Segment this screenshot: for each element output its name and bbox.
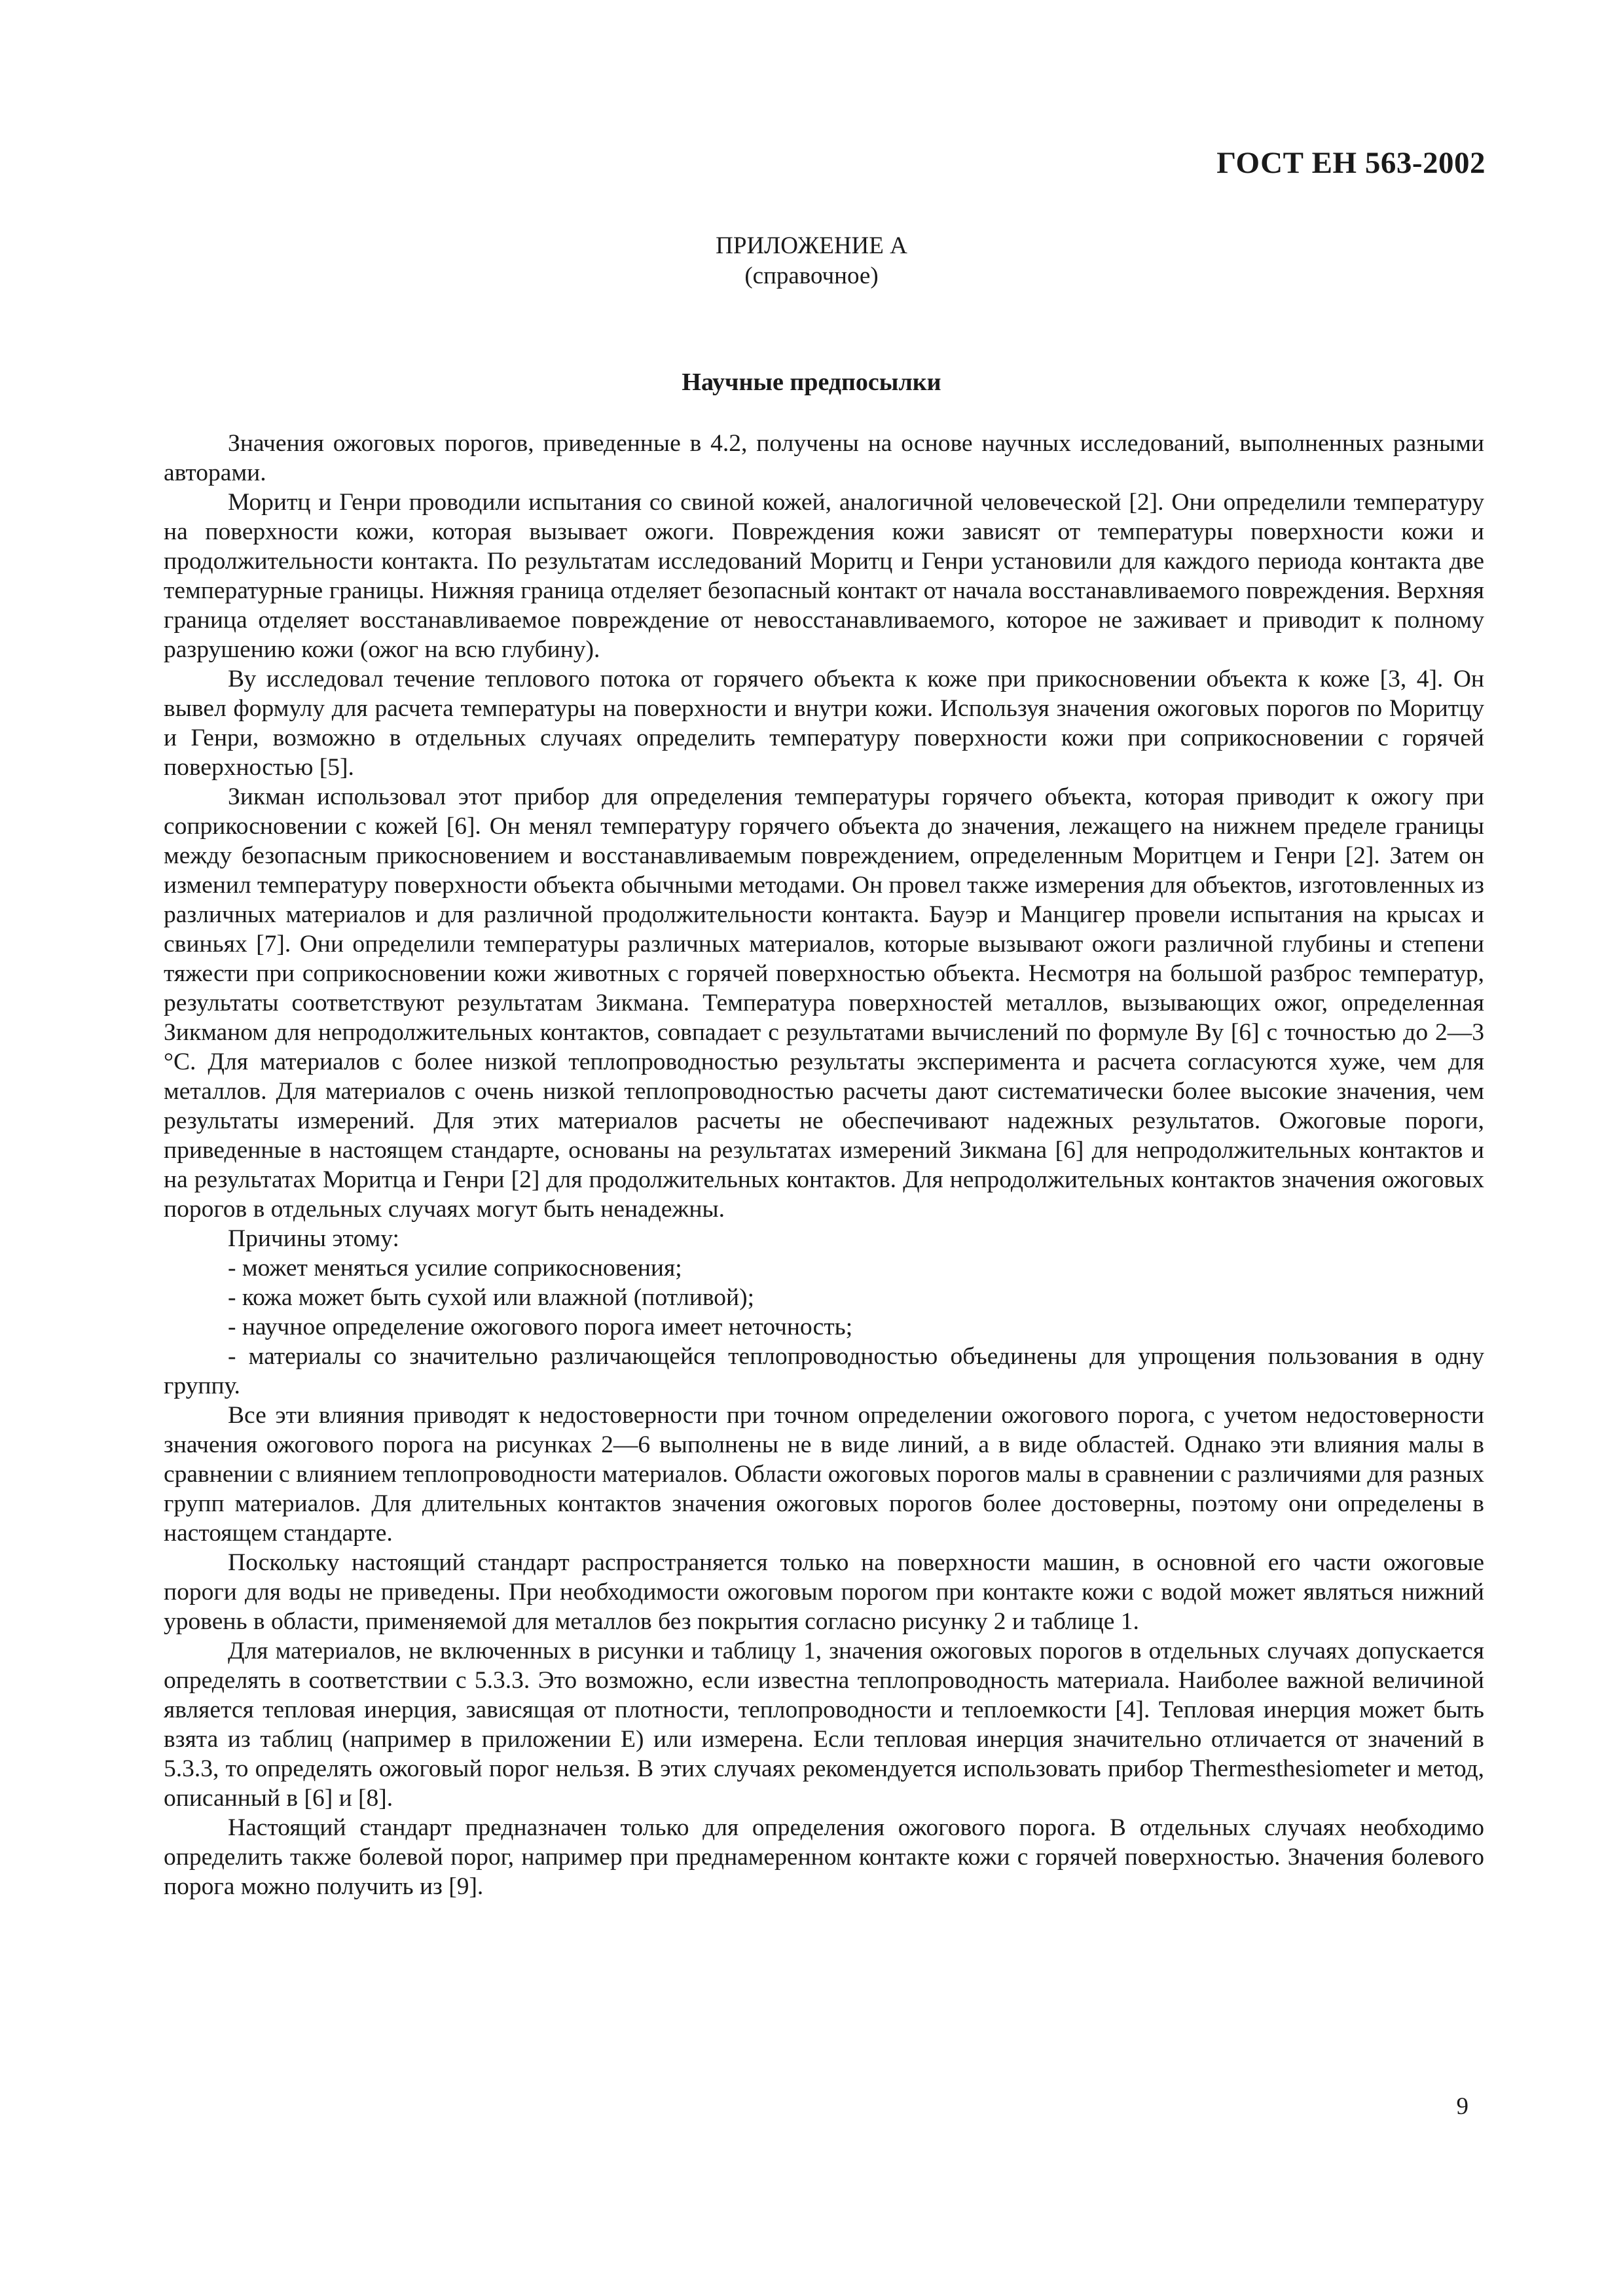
appendix-subtitle: (справочное): [744, 262, 879, 289]
body-text: [164, 429, 1484, 1901]
appendix-heading: [0, 231, 1623, 291]
list-item: - может меняться усилие соприкосновения;: [228, 1255, 682, 1282]
paragraph: Для материалов, не включенных в рисунки и таблицу 1, значения ожоговых порогов в отдельных случаях допускается определять в соответствии с 5.3.3. Это возможно, если известна теплопроводность материала. Наиболее важной величиной является тепловая инерция, зависящая от плотности, теплопроводности и теплоемкости [4]. Тепловая инерция может быть взята из таблиц (например в приложении Е) или измерена. Если тепловая инерция значительно отличается от значений в 5.3.3, то определять ожоговый порог нельзя. В этих случаях рекомендуется использовать прибор Thermesthesiometer и метод, описанный в [6] и [8].: [164, 1638, 1484, 1812]
page-number: 9: [1456, 2093, 1468, 2120]
paragraph: Настоящий стандарт предназначен только для определения ожогового порога. В отдельных случаях необходимо определить также болевой порог, например при преднамеренном контакте кожи с горячей поверхностью. Значения болевого порога можно получить из [9].: [164, 1814, 1484, 1900]
paragraph: Все эти влияния приводят к недостоверности при точном определении ожогового порога, с учетом недостоверности значения ожогового порога на рисунках 2—6 выполнены не в виде линий, а в виде областей. Однако эти влияния малы в сравнении с влиянием теплопроводности материалов. Области ожоговых порогов малы в сравнении с различиями для разных групп материалов. Для длительных контактов значения ожоговых порогов более достоверны, поэтому они определены в настоящем стандарте.: [164, 1402, 1484, 1547]
list-item: - материалы со значительно различающейся теплопроводностью объединены для упрощения пользования в одну группу.: [164, 1343, 1484, 1399]
paragraph: Ву исследовал течение теплового потока от горячего объекта к коже при прикосновении объекта к коже [3, 4]. Он вывел формулу для расчета температуры на поверхности и внутри кожи. Используя значения ожоговых порогов по Моритцу и Генри, возможно в отдельных случаях определить температуру поверхности кожи при соприкосновении с горячей поверхностью [5].: [164, 666, 1484, 781]
list-item: - научное определение ожогового порога имеет неточность;: [228, 1314, 853, 1340]
section-title: Научные предпосылки: [682, 368, 941, 396]
paragraph: Значения ожоговых порогов, приведенные в 4.2, получены на основе научных исследований, выполненных разными авторами.: [164, 430, 1484, 486]
document-code: ГОСТ ЕН 563-2002: [1216, 146, 1486, 180]
paragraph: Зикман использовал этот прибор для определения температуры горячего объекта, которая приводит к ожогу при соприкосновении с кожей [6]. Он менял температуру горячего объекта до значения, лежащего на нижнем пределе границы между безопасным прикосновением и восстанавливаемым повреждением, определенным Моритцем и Генри [2]. Затем он изменил температуру поверхности объекта обычными методами. Он провел также измерения для объектов, изготовленных из различных материалов и для различной продолжительности контакта. Бауэр и Манцигер провели испытания на крысах и свиньях [7]. Они определили температуры различных материалов, которые вызывают ожоги различной глубины и степени тяжести при соприкосновении кожи животных с горячей поверхностью объекта. Несмотря на большой разброс температур, результаты соответствуют результатам Зикмана. Температура поверхностей металлов, вызывающих ожог, определенная Зикманом для непродолжительных контактов, совпадает с результатами вычислений по формуле Ву [6] с точностью до 2—3 °С. Для материалов с более низкой теплопроводностью результаты эксперимента и расчета согласуются хуже, чем для металлов. Для материалов с очень низкой теплопроводностью расчеты дают систематически более высокие значения, чем результаты измерений. Для этих материалов расчеты не обеспечивают надежных результатов. Ожоговые пороги, приведенные в настоящем стандарте, основаны на результатах измерений Зикмана [6] для непродолжительных контактов и на результатах Моритца и Генри [2] для продолжительных контактов. Для непродолжительных контактов значения ожоговых порогов в отдельных случаях могут быть ненадежны.: [164, 783, 1484, 1223]
reasons-list: [164, 1253, 1484, 1401]
appendix-title: ПРИЛОЖЕНИЕ А: [716, 232, 907, 259]
list-item: - кожа может быть сухой или влажной (потливой);: [228, 1284, 755, 1311]
paragraph: Моритц и Генри проводили испытания со свиной кожей, аналогичной человеческой [2]. Они определили температуру на поверхности кожи, которая вызывает ожоги. Повреждения кожи зависят от температуры поверхности кожи и продолжительности контакта. По результатам исследований Моритц и Генри установили для каждого периода контакта две температурные границы. Нижняя граница отделяет безопасный контакт от начала восстанавливаемого повреждения. Верхняя граница отделяет восстанавливаемое повреждение от невосстанавливаемого, которое не заживает и приводит к полному разрушению кожи (ожог на всю глубину).: [164, 489, 1484, 663]
paragraph: Поскольку настоящий стандарт распространяется только на поверхности машин, в основной его части ожоговые пороги для воды не приведены. При необходимости ожоговым порогом при контакте кожи с водой может являться нижний уровень в области, применяемой для металлов без покрытия согласно рисунку 2 и таблице 1.: [164, 1549, 1484, 1635]
paragraph: Причины этому:: [228, 1225, 399, 1252]
